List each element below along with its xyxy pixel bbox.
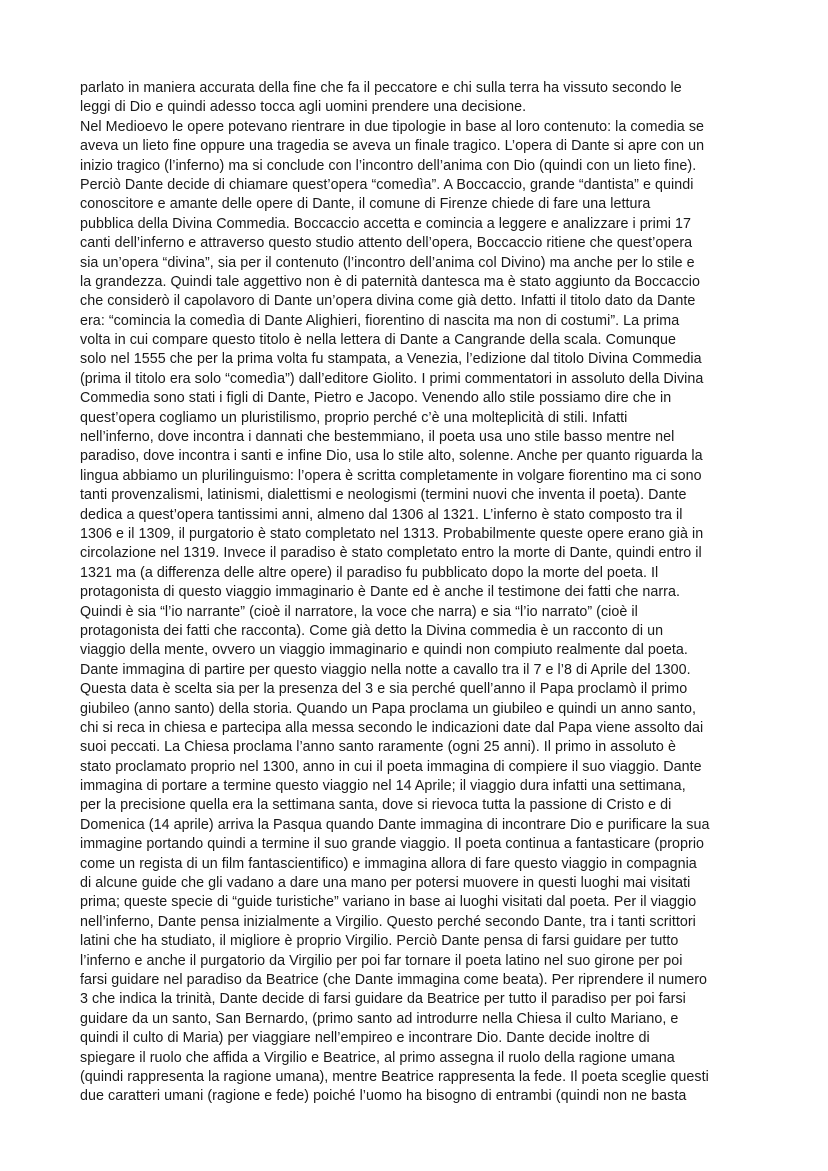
text-line: quindi il culto di Maria) per viaggiare nell’empireo e incontrare Dio. Dante decide inoltre di	[80, 1030, 650, 1047]
text-line: quest’opera cogliamo un pluristilismo, proprio perché c’è una molteplicità di stili. Infatti	[80, 409, 628, 426]
text-line: protagonista di questo viaggio immaginario è Dante ed è anche il testimone dei fatti che narra.	[80, 584, 681, 601]
text-line: come un regista di un film fantascientifico) e immagina allora di fare questo viaggio in compagnia	[80, 855, 697, 872]
text-line: Perciò Dante decide di chiamare quest’opera “comedìa”. A Boccaccio, grande “dantista” e quindi	[80, 176, 694, 193]
text-line: 3 che indica la trinità, Dante decide di farsi guidare da Beatrice per tutto il paradiso per poi farsi	[80, 991, 686, 1008]
text-line: di alcune guide che gli vadano a dare una mano per potersi muovere in questi luoghi mai visitati	[80, 875, 691, 892]
text-line: circolazione nel 1319. Invece il paradiso è stato completato entro la morte di Dante, quindi entro il	[80, 545, 702, 562]
text-line: protagonista dei fatti che racconta). Come già detto la Divina commedia è un racconto di un	[80, 622, 664, 639]
text-line: leggi di Dio e quindi adesso tocca agli uomini prendere una decisione.	[80, 99, 527, 116]
text-line: sia un’opera “divina”, sia per il contenuto (l’incontro dell’anima col Divino) ma anche per lo stile e	[80, 254, 695, 271]
text-line: immagina di portare a termine questo viaggio nel 14 Aprile; il viaggio dura infatti una settimana,	[80, 778, 686, 795]
text-line: spiegare il ruolo che affida a Virgilio e Beatrice, al primo assegna il ruolo della ragione umana	[80, 1049, 675, 1066]
text-line: guidare da un santo, San Bernardo, (primo santo ad introdurre nella Chiesa il culto Mariano, e	[80, 1010, 679, 1027]
text-line: 1321 ma (a differenza delle altre opere) il paradiso fu pubblicato dopo la morte del poeta. Il	[80, 564, 659, 581]
text-line: la grandezza. Quindi tale aggettivo non è di paternità dantesca ma è stato aggiunto da Boccaccio	[80, 273, 700, 290]
text-line: (quindi rappresenta la ragione umana), mentre Beatrice rappresenta la fede. Il poeta sceglie questi	[80, 1068, 709, 1085]
text-line: canti dell’inferno e attraverso questo studio attento dell’opera, Boccaccio ritiene che quest’opera	[80, 235, 693, 252]
text-line: viaggio della mente, ovvero un viaggio immaginario e quindi non compiuto realmente dal poeta.	[80, 642, 688, 659]
text-line: era: “comincia la comedìa di Dante Alighieri, fiorentino di nascita ma non di costumi”. La prima	[80, 312, 680, 329]
text-line: suoi peccati. La Chiesa proclama l’anno santo raramente (ogni 25 anni). Il primo in assoluto è	[80, 739, 676, 756]
text-line: parlato in maniera accurata della fine che fa il peccatore e chi sulla terra ha vissuto secondo le	[80, 80, 682, 96]
text-line: 1306 e il 1309, il purgatorio è stato completato nel 1313. Probabilmente queste opere erano già in	[80, 525, 704, 542]
text-line: nell’inferno, Dante pensa inizialmente a Virgilio. Questo perché secondo Dante, tra i tanti scrittori	[80, 913, 696, 930]
text-line: Domenica (14 aprile) arriva la Pasqua quando Dante immagina di incontrare Dio e purificare la sua	[80, 816, 710, 833]
document-page	[80, 79, 756, 1107]
text-line: che considerò il capolavoro di Dante un’opera divina come già detto. Infatti il titolo dato da Dante	[80, 293, 696, 310]
text-line: volta in cui compare questo titolo è nella lettera di Dante a Cangrande della scala. Comunque	[80, 332, 676, 349]
text-line: Questa data è scelta sia per la presenza del 3 e sia perché quell’anno il Papa proclamò il primo	[80, 681, 688, 698]
text-line: Commedia sono stati i figli di Dante, Pietro e Jacopo. Venendo allo stile possiamo dire che in	[80, 390, 672, 407]
text-line: (prima il titolo era solo “comedìa”) dall’editore Giolito. I primi commentatori in assoluto della Divina	[80, 370, 704, 387]
text-line: tanti provenzalismi, latinismi, dialettismi e neologismi (termini nuovi che inventa il poeta). Dante	[80, 487, 687, 504]
text-line: l’inferno e anche il purgatorio da Virgilio per poi far tornare il poeta latino nel suo girone per poi	[80, 952, 683, 969]
text-line: solo nel 1555 che per la prima volta fu stampata, a Venezia, l’edizione dal titolo Divina Commedia	[80, 351, 702, 368]
text-line: Quindi è sia “l’io narrante” (cioè il narratore, la voce che narra) e sia “l’io narrato” (cioè il	[80, 603, 638, 620]
text-line: Nel Medioevo le opere potevano rientrare in due tipologie in base al loro contenuto: la comedia se	[80, 118, 705, 135]
text-line: nell’inferno, dove incontra i dannati che bestemmiano, il poeta usa uno stile basso mentre nel	[80, 429, 675, 446]
text-line: farsi guidare nel paradiso da Beatrice (che Dante immagina come beata). Per riprendere il numero	[80, 971, 708, 988]
text-line: Dante immagina di partire per questo viaggio nella notte a cavallo tra il 7 e l’8 di Aprile del 1300.	[80, 661, 691, 678]
text-line: latini che ha studiato, il migliore è proprio Virgilio. Perciò Dante pensa di farsi guidare per tutto	[80, 933, 679, 950]
text-line: pubblica della Divina Commedia. Boccaccio accetta e comincia a leggere e analizzare i primi 17	[80, 215, 692, 232]
text-line: aveva un lieto fine oppure una tragedia se aveva un finale tragico. L’opera di Dante si apre con un	[80, 138, 705, 155]
text-line: dedica a quest’opera tantissimi anni, almeno dal 1306 al 1321. L’inferno è stato composto tra il	[80, 506, 683, 523]
text-line: chi si reca in chiesa e partecipa alla messa secondo le indicazioni date dal Papa viene assolto dai	[80, 719, 704, 736]
text-line: paradiso, dove incontra i santi e infine Dio, usa lo stile alto, solenne. Anche per quanto riguarda la	[80, 448, 703, 465]
text-line: immagine portando quindi a termine il suo grande viaggio. Il poeta continua a fantasticare (proprio	[80, 836, 705, 853]
text-line: inizio tragico (l’inferno) ma si conclude con l’incontro dell’anima con Dio (quindi con un lieto fine).	[80, 157, 697, 174]
text-line: per la precisione quella era la settimana santa, dove si rievoca tutta la passione di Cristo e di	[80, 797, 672, 814]
text-line: due caratteri umani (ragione e fede) poiché l’uomo ha bisogno di entrambi (quindi non ne basta	[80, 1088, 687, 1105]
text-line: prima; queste specie di “guide turistiche” variano in base ai luoghi visitati dal poeta. Per il viaggio	[80, 894, 697, 911]
text-line: lingua abbiamo un plurilinguismo: l’opera è scritta completamente in volgare fiorentino ma ci sono	[80, 467, 702, 484]
text-line: stato proclamato proprio nel 1300, anno in cui il poeta immagina di compiere il suo viaggio. Dante	[80, 758, 702, 775]
text-line: giubileo (anno santo) della storia. Quando un Papa proclama un giubileo e quindi un anno santo,	[80, 700, 696, 717]
text-line: conoscitore e amante delle opere di Dante, il comune di Firenze chiede di fare una lettura	[80, 196, 651, 213]
